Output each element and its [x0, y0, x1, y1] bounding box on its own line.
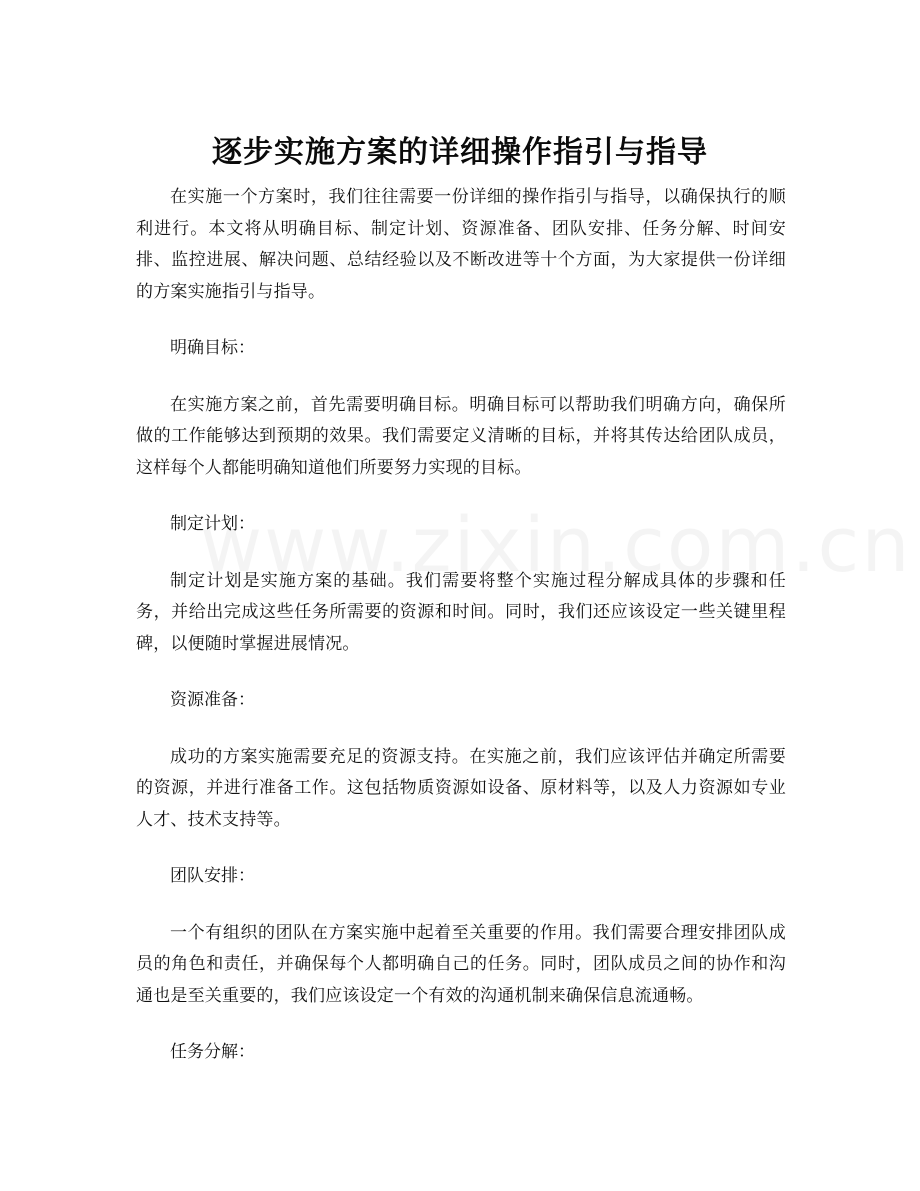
document-title: 逐步实施方案的详细操作指引与指导	[212, 135, 708, 171]
section-heading-resources: 资源准备：	[170, 690, 255, 710]
section-paragraph-goals: 在实施方案之前，首先需要明确目标。明确目标可以帮助我们明确方向，确保所做的工作能够达到预期的效果。我们需要定义清晰的目标，并将其传达给团队成员，这样每个人都能明确知道他们所要努力实现的目标。	[136, 394, 786, 478]
section-heading-goals: 明确目标：	[170, 338, 255, 358]
intro-paragraph: 在实施一个方案时，我们往往需要一份详细的操作指引与指导，以确保执行的顺利进行。本文将从明确目标、制定计划、资源准备、团队安排、任务分解、时间安排、监控进展、解决问题、总结经验以及不断改进等十个方面，为大家提供一份详细的方案实施指引与指导。	[136, 187, 786, 302]
section-paragraph-team: 一个有组织的团队在方案实施中起着至关重要的作用。我们需要合理安排团队成员的角色和责任，并确保每个人都明确自己的任务。同时，团队成员之间的协作和沟通也是至关重要的，我们应该设定一个有效的沟通机制来确保信息流通畅。	[136, 922, 786, 1006]
section-heading-tasks: 任务分解：	[170, 1042, 255, 1062]
section-paragraph-plan: 制定计划是实施方案的基础。我们需要将整个实施过程分解成具体的步骤和任务，并给出完成这些任务所需要的资源和时间。同时，我们还应该设定一些关键里程碑，以便随时掌握进展情况。	[136, 570, 786, 654]
section-paragraph-resources: 成功的方案实施需要充足的资源支持。在实施之前，我们应该评估并确定所需要的资源，并进行准备工作。这包括物质资源如设备、原材料等，以及人力资源如专业人才、技术支持等。	[136, 746, 786, 830]
section-heading-team: 团队安排：	[170, 866, 255, 886]
document-body	[136, 182, 786, 1069]
section-heading-plan: 制定计划：	[170, 514, 255, 534]
